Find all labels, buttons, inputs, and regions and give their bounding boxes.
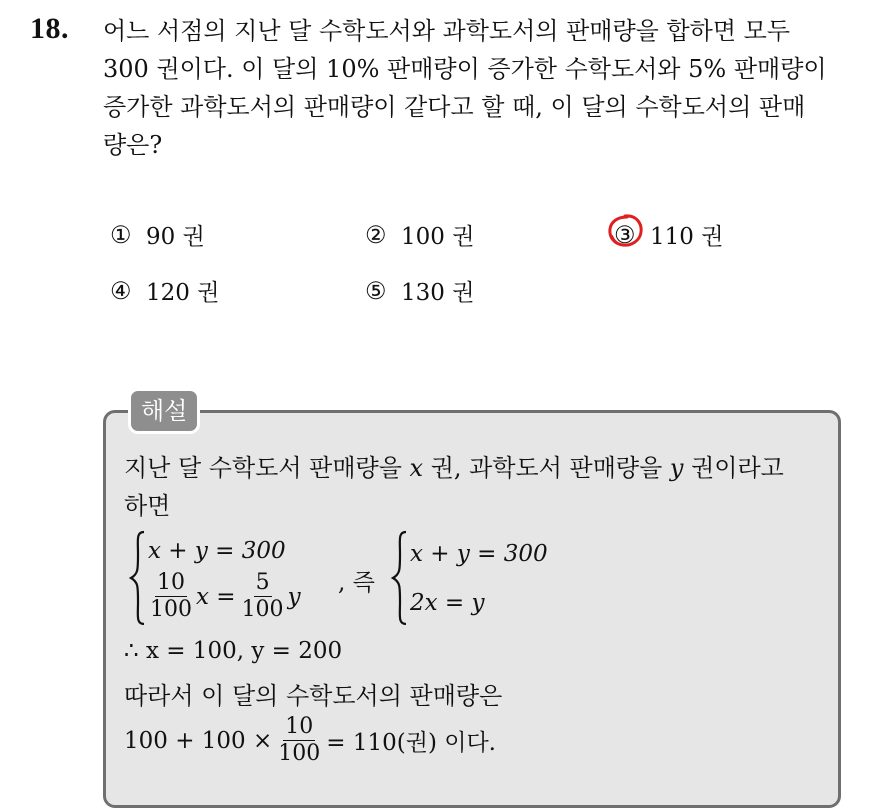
final-calculation [124, 714, 496, 767]
choice-number [614, 221, 650, 249]
system-separator: , 즉 [338, 570, 375, 596]
choice-number-text: ③ [614, 220, 636, 249]
fraction-denominator: 100 [278, 741, 321, 766]
choice-3[interactable] [614, 218, 723, 251]
question-line: 300 권이다. 이 달의 10% 판매량이 증가한 수학도서와 5% 판매량이 [103, 55, 827, 83]
fraction-denominator: 100 [241, 597, 284, 622]
choice-2[interactable] [365, 218, 474, 251]
variable-x: x [409, 454, 424, 482]
choice-5[interactable] [365, 274, 474, 307]
choice-number: ⑤ [365, 276, 387, 305]
system1-eq1: x + y = 300 [148, 538, 286, 564]
solution-tag: 해설 [128, 388, 200, 434]
choice-value: 120 권 [146, 280, 220, 306]
fraction [276, 714, 322, 767]
variable-y: y [287, 583, 301, 610]
fraction [148, 570, 194, 623]
choice-1[interactable] [110, 218, 205, 251]
text-segment: 100 + 100 × [124, 727, 273, 754]
choice-4[interactable] [110, 274, 219, 307]
system2-eq1: x + y = 300 [410, 541, 548, 567]
variable-y: y [669, 454, 684, 482]
text-segment: 권이라고 [683, 454, 784, 482]
choice-number: ② [365, 220, 387, 249]
choice-value: 100 권 [401, 224, 475, 250]
therefore-line: ∴ x = 100, y = 200 [124, 638, 343, 664]
system2-eq2: 2x = y [410, 590, 485, 616]
question-line: 량은? [103, 131, 163, 159]
fraction [240, 570, 286, 623]
choice-number: ① [110, 220, 132, 249]
text-segment: x = [196, 583, 236, 610]
conclusion-line: 따라서 이 달의 수학도서의 판매량은 [124, 682, 503, 710]
fraction-numerator: 5 [255, 570, 270, 595]
left-brace-icon [390, 530, 410, 626]
fraction-numerator: 10 [285, 714, 314, 739]
fraction-numerator: 10 [157, 570, 185, 595]
fraction-denominator: 100 [150, 597, 192, 622]
text-segment: 권, 과학도서 판매량을 [423, 454, 670, 482]
question-number: 18. [30, 12, 69, 45]
question-line: 증가한 과학도서의 판매량이 같다고 할 때, 이 달의 수학도서의 판매 [103, 93, 806, 121]
choice-value: 130 권 [401, 280, 475, 306]
solution-intro-line-2: 하면 [124, 492, 171, 520]
text-segment: 지난 달 수학도서 판매량을 [124, 454, 410, 482]
choice-value: 90 권 [146, 224, 205, 250]
text-segment: = 110(권) 이다. [326, 730, 496, 756]
solution-intro-line-1 [124, 448, 784, 483]
system1-eq2 [148, 570, 301, 623]
choice-number: ④ [110, 276, 132, 305]
question-line: 어느 서점의 지난 달 수학도서와 과학도서의 판매량을 합하면 모두 [103, 17, 790, 45]
question-text [103, 12, 863, 164]
left-brace-icon [128, 530, 148, 626]
choice-value: 110 권 [650, 224, 724, 250]
